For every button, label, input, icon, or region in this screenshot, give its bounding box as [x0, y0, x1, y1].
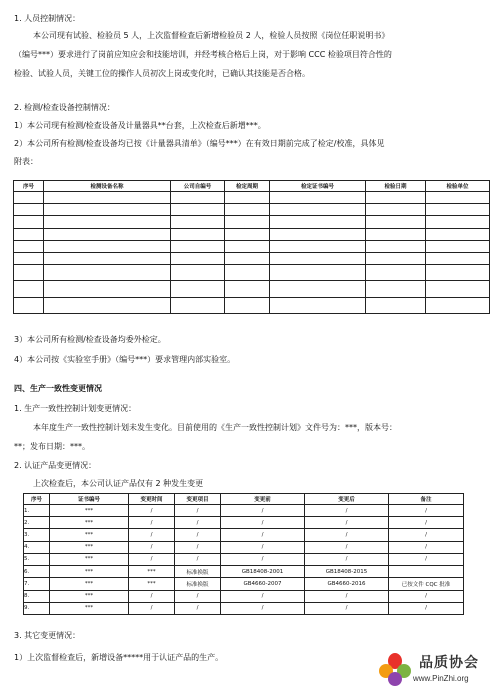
table-cell: /: [175, 505, 221, 517]
table-cell: [389, 566, 464, 578]
table-cell: [426, 216, 490, 228]
table-cell: /: [221, 517, 305, 529]
flower-logo-icon: [375, 650, 415, 690]
table-cell: [44, 297, 171, 313]
table-cell: /: [389, 553, 464, 565]
equipment-table-header: [14, 181, 490, 192]
table-cell: 4.: [24, 541, 50, 553]
table-cell: [14, 228, 44, 240]
table-cell: 标准换版: [175, 578, 221, 590]
table-cell: /: [305, 541, 389, 553]
table-cell: /: [221, 541, 305, 553]
table-cell: 9.: [24, 602, 50, 614]
product-change-table: [23, 493, 464, 615]
section-1-paragraph-line-3: 检验、试验人员，关键工位的操作人员初次上岗或变化时，已确认其技能是否合格。: [14, 69, 310, 78]
table-cell: /: [221, 590, 305, 602]
table-cell: 3.: [24, 529, 50, 541]
table-cell: ***: [129, 566, 175, 578]
header-before-change: 变更前: [221, 494, 305, 505]
table-cell: [366, 192, 426, 204]
table-cell: ***: [50, 529, 129, 541]
table-cell: [270, 204, 366, 216]
table-cell: /: [305, 590, 389, 602]
table-cell: [270, 297, 366, 313]
header-certificate-number: 证书编号: [50, 494, 129, 505]
table-cell: /: [129, 553, 175, 565]
section-1-paragraph-line-2: （编号***）要求进行了岗前应知应会和技能培训，并经考核合格后上岗，对于影响 CCC 检验项目符合性的: [14, 50, 392, 59]
header-calibration-period: 检定周期: [225, 181, 270, 192]
table-cell: /: [221, 529, 305, 541]
table-cell: [171, 204, 225, 216]
subsection-3-item-1: 1）上次监督检查后，新增设备*****用于认证产品的生产。: [14, 653, 224, 662]
table-cell: [171, 228, 225, 240]
table-row: [24, 529, 464, 541]
table-cell: ***: [50, 517, 129, 529]
subsection-2-heading: 2. 认证产品变更情况：: [14, 461, 97, 470]
table-cell: [14, 204, 44, 216]
table-cell: [44, 265, 171, 281]
table-cell: [44, 252, 171, 264]
table-row: [24, 590, 464, 602]
table-cell: [426, 252, 490, 264]
subsection-1-paragraph-line-1: 本年度生产一致性控制计划未发生变化。目前使用的《生产一致性控制计划》文件号为：***，版本号：: [33, 423, 397, 432]
table-cell: [14, 192, 44, 204]
product-change-table-header: [24, 494, 464, 505]
table-cell: ***: [50, 578, 129, 590]
table-cell: /: [175, 590, 221, 602]
table-cell: [44, 281, 171, 297]
table-cell: /: [221, 505, 305, 517]
table-cell: [366, 297, 426, 313]
table-cell: [426, 204, 490, 216]
table-cell: [225, 252, 270, 264]
table-cell: /: [305, 553, 389, 565]
table-row: [14, 204, 490, 216]
section-1-paragraph-line-1: 本公司现有试验、检验员 5 人，上次监督检查后新增检验员 2 人，检验人员按照《岗位任职说明书》: [33, 31, 390, 40]
table-cell: /: [389, 505, 464, 517]
watermark-url: www.PinZhi.org: [413, 674, 469, 683]
table-cell: [426, 281, 490, 297]
table-cell: /: [305, 602, 389, 614]
section-2-item-4: 4）本公司按《实验室手册》（编号***）要求管理内部实验室。: [14, 355, 236, 364]
table-cell: /: [305, 529, 389, 541]
header-equipment-name: 检测设备名称: [44, 181, 171, 192]
table-cell: [44, 228, 171, 240]
table-row: [14, 252, 490, 264]
table-cell: [225, 216, 270, 228]
table-cell: /: [129, 590, 175, 602]
table-cell: /: [129, 505, 175, 517]
table-row: [24, 541, 464, 553]
table-cell: [225, 228, 270, 240]
table-cell: [426, 240, 490, 252]
table-cell: 标准换版: [175, 566, 221, 578]
table-row: [24, 566, 464, 578]
table-row: [24, 505, 464, 517]
table-row: [14, 228, 490, 240]
table-cell: [171, 192, 225, 204]
table-cell: 5.: [24, 553, 50, 565]
header-company-number: 公司自编号: [171, 181, 225, 192]
table-cell: [270, 281, 366, 297]
section-2-heading: 2. 检测/检查设备控制情况：: [14, 103, 115, 112]
header-inspection-unit: 检验单位: [426, 181, 490, 192]
table-cell: /: [129, 529, 175, 541]
header-remark: 备注: [389, 494, 464, 505]
header-change-item: 变更项目: [175, 494, 221, 505]
subsection-1-heading: 1. 生产一致性控制计划变更情况：: [14, 404, 137, 413]
table-cell: /: [175, 529, 221, 541]
table-cell: 6.: [24, 566, 50, 578]
table-row: [14, 240, 490, 252]
subsection-1-paragraph-line-2: **；发布日期：***。: [14, 442, 90, 451]
table-cell: [426, 297, 490, 313]
table-cell: [225, 281, 270, 297]
table-cell: [270, 252, 366, 264]
table-cell: ***: [50, 590, 129, 602]
table-cell: [366, 252, 426, 264]
table-cell: [14, 265, 44, 281]
table-cell: [225, 265, 270, 281]
table-cell: GB4660-2007: [221, 578, 305, 590]
table-cell: /: [175, 517, 221, 529]
table-cell: GB4660-2016: [305, 578, 389, 590]
table-row: [14, 281, 490, 297]
table-cell: ***: [50, 505, 129, 517]
table-cell: [225, 192, 270, 204]
table-cell: [14, 252, 44, 264]
table-cell: [426, 228, 490, 240]
table-cell: /: [305, 517, 389, 529]
table-cell: [366, 281, 426, 297]
section-4-heading: 四、生产一致性变更情况: [14, 384, 102, 393]
table-cell: [366, 216, 426, 228]
table-cell: ***: [129, 578, 175, 590]
subsection-2-paragraph: 上次检查后，本公司认证产品仅有 2 种发生变更: [33, 479, 204, 488]
table-cell: /: [221, 602, 305, 614]
table-cell: /: [129, 541, 175, 553]
table-cell: [225, 297, 270, 313]
table-cell: [270, 228, 366, 240]
table-cell: /: [389, 517, 464, 529]
subsection-3-heading: 3. 其它变更情况：: [14, 631, 81, 640]
table-cell: [225, 204, 270, 216]
section-2-item-2-continued: 附表：: [14, 157, 38, 166]
table-cell: [171, 281, 225, 297]
table-cell: [366, 240, 426, 252]
table-cell: 已按文件 CQC 批准: [389, 578, 464, 590]
table-cell: ***: [50, 566, 129, 578]
table-cell: [14, 216, 44, 228]
table-cell: [14, 281, 44, 297]
table-cell: [14, 297, 44, 313]
table-row: [24, 553, 464, 565]
pinzhi-watermark-logo: [375, 650, 495, 690]
table-cell: [14, 240, 44, 252]
table-cell: [426, 192, 490, 204]
section-2-item-3: 3）本公司所有检测/检查设备均委外检定。: [14, 335, 166, 344]
table-cell: [44, 192, 171, 204]
table-cell: [171, 240, 225, 252]
table-cell: [171, 252, 225, 264]
table-cell: [366, 265, 426, 281]
table-cell: [426, 265, 490, 281]
table-cell: /: [129, 602, 175, 614]
table-cell: [270, 240, 366, 252]
section-2-item-1: 1）本公司现有检测/检查设备及计量器具**台套，上次检查后新增***。: [14, 121, 266, 130]
table-cell: /: [175, 541, 221, 553]
table-cell: /: [221, 553, 305, 565]
section-1-heading: 1. 人员控制情况：: [14, 14, 81, 23]
section-2-item-2: 2）本公司所有检测/检查设备均已按《计量器具清单》（编号***）在有效日期前完成了检定/校准，具体见: [14, 139, 385, 148]
table-cell: /: [175, 602, 221, 614]
header-inspection-date: 检验日期: [366, 181, 426, 192]
table-cell: GB18408-2001: [221, 566, 305, 578]
table-cell: [270, 192, 366, 204]
table-cell: /: [389, 590, 464, 602]
table-cell: [270, 265, 366, 281]
table-row: [14, 297, 490, 313]
table-cell: /: [129, 517, 175, 529]
table-cell: /: [305, 505, 389, 517]
watermark-title: 品质协会: [419, 655, 479, 671]
table-cell: 1.: [24, 505, 50, 517]
table-cell: ***: [50, 553, 129, 565]
table-cell: [225, 240, 270, 252]
table-row: [14, 192, 490, 204]
table-cell: /: [389, 602, 464, 614]
header-certificate-number: 检定证书编号: [270, 181, 366, 192]
table-cell: /: [175, 553, 221, 565]
table-cell: [44, 240, 171, 252]
table-cell: [171, 297, 225, 313]
table-cell: [270, 216, 366, 228]
table-cell: [171, 265, 225, 281]
table-row: [24, 578, 464, 590]
table-row: [14, 216, 490, 228]
table-row: [24, 602, 464, 614]
header-index: 序号: [14, 181, 44, 192]
table-cell: GB18408-2015: [305, 566, 389, 578]
table-cell: 2.: [24, 517, 50, 529]
table-row: [14, 265, 490, 281]
table-cell: /: [389, 529, 464, 541]
header-index: 序号: [24, 494, 50, 505]
table-cell: [44, 204, 171, 216]
table-cell: [44, 216, 171, 228]
table-row: [24, 517, 464, 529]
header-after-change: 变更后: [305, 494, 389, 505]
table-cell: 8.: [24, 590, 50, 602]
table-cell: 7.: [24, 578, 50, 590]
header-change-time: 变更时间: [129, 494, 175, 505]
table-cell: [171, 216, 225, 228]
equipment-table: [13, 180, 490, 314]
table-cell: ***: [50, 602, 129, 614]
table-cell: [366, 228, 426, 240]
table-cell: /: [389, 541, 464, 553]
table-cell: ***: [50, 541, 129, 553]
table-cell: [366, 204, 426, 216]
